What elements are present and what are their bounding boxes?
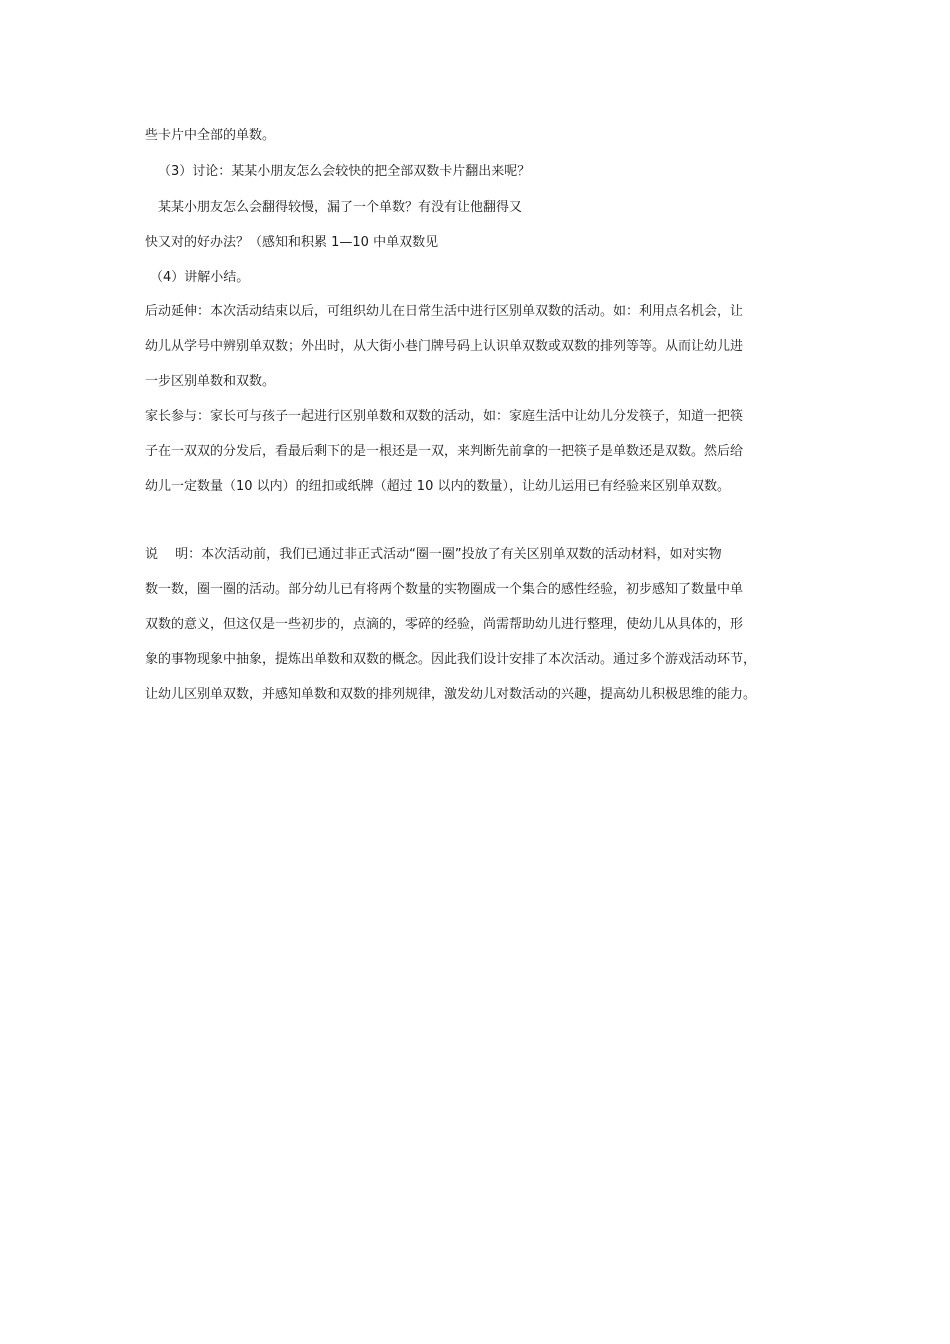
text-line: 双数的意义，但这仅是一些初步的，点滴的，零碎的经验，尚需帮助幼儿进行整理，使幼儿从具体的，形	[145, 617, 744, 632]
text-line: 说 明：本次活动前，我们已通过非正式活动“圈一圈”投放了有关区别单双数的活动材料，如对实物	[145, 547, 722, 562]
text-line: 些卡片中全部的单数。	[145, 128, 276, 143]
text-line: （3）讨论：某某小朋友怎么会较快的把全部双数卡片翻出来呢？	[158, 164, 531, 179]
text-line: 快又对的好办法？（感知和积累 1—10 中单双数见	[145, 235, 439, 250]
text-line: 幼儿一定数量（10 以内）的纽扣或纸牌（超过 10 以内的数量），让幼儿运用已有经验来区别单双数。	[145, 479, 730, 494]
text-line: 子在一双双的分发后，看最后剩下的是一根还是一双，来判断先前拿的一把筷子是单数还是双数。然后给	[145, 444, 744, 459]
text-line: 数一数，圈一圈的活动。部分幼儿已有将两个数量的实物圈成一个集合的感性经验，初步感知了数量中单	[145, 582, 744, 597]
text-line: 家长参与：家长可与孩子一起进行区别单数和双数的活动，如：家庭生活中让幼儿分发筷子，知道一把筷	[145, 409, 744, 424]
text-line: 象的事物现象中抽象，提炼出单数和双数的概念。因此我们设计安排了本次活动。通过多个游戏活动环节，	[145, 652, 757, 667]
text-line: 让幼儿区别单双数，并感知单数和双数的排列规律，激发幼儿对数活动的兴趣，提高幼儿积极思维的能力。	[145, 687, 757, 702]
text-line: （4）讲解小结。	[150, 270, 250, 285]
text-line: 后动延伸：本次活动结束以后，可组织幼儿在日常生活中进行区别单双数的活动。如：利用点名机会，让	[145, 304, 744, 319]
text-line: 某某小朋友怎么会翻得较慢，漏了一个单数？有没有让他翻得又	[158, 200, 523, 215]
text-line: 幼儿从学号中辨别单双数；外出时，从大街小巷门牌号码上认识单双数或双数的排列等等。从而让幼儿进	[145, 339, 744, 354]
text-line: 一步区别单数和双数。	[145, 374, 276, 389]
